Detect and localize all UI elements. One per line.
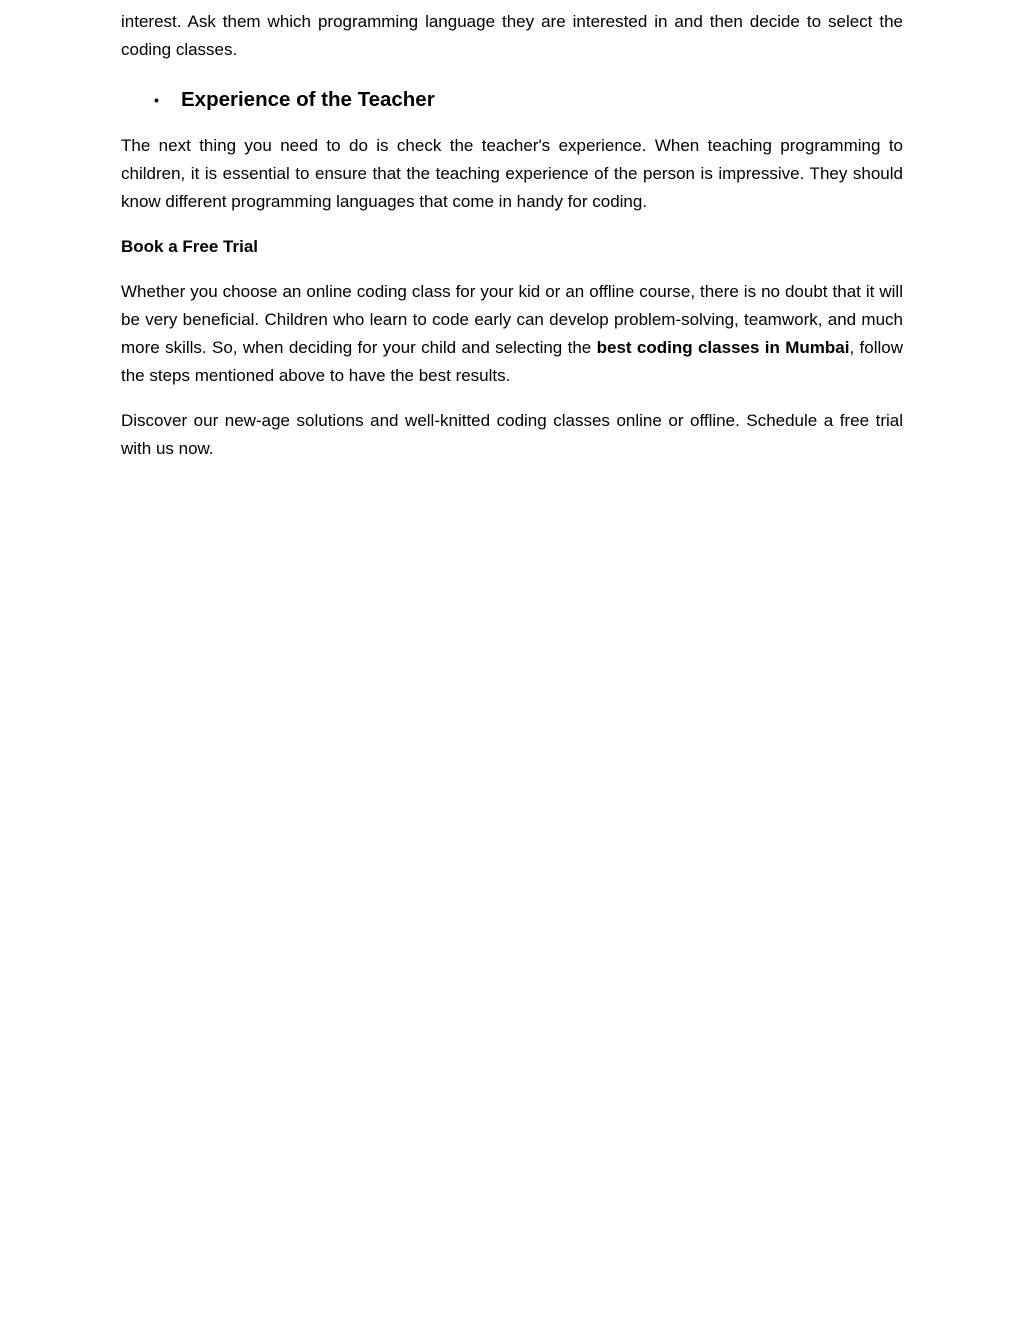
- trial-paragraph: [121, 278, 903, 390]
- section-heading-text: Experience of the Teacher: [181, 88, 435, 111]
- trial-paragraph-text-start: Whether you choose an online coding class for your kid or an offline course, there is no doubt that it will be very beneficial. Children who learn to code early can develop problem-solving, teamwork, and much more skills. So, when deciding for your child and selecting the: [121, 282, 903, 357]
- intro-paragraph: interest. Ask them which programming language they are interested in and then decide to select the coding classes.: [121, 12, 903, 59]
- teacher-paragraph: The next thing you need to do is check the teacher's experience. When teaching programming to children, it is essential to ensure that the teaching experience of the person is impressive. They should know different programming languages that come in handy for coding.: [121, 136, 903, 211]
- trial-paragraph-text-end: , follow the steps mentioned above to have the best results.: [121, 338, 904, 385]
- trial-heading: Book a Free Trial: [121, 237, 258, 256]
- document-page: [121, 8, 903, 463]
- closing-paragraph: Discover our new-age solutions and well-knitted coding classes online or offline. Schedule a free trial with us now.: [121, 411, 903, 458]
- bullet-icon: •: [154, 92, 159, 108]
- trial-paragraph-bold-keyword: best coding classes in Mumbai: [596, 338, 850, 357]
- section-heading-teacher-experience: [121, 86, 903, 114]
